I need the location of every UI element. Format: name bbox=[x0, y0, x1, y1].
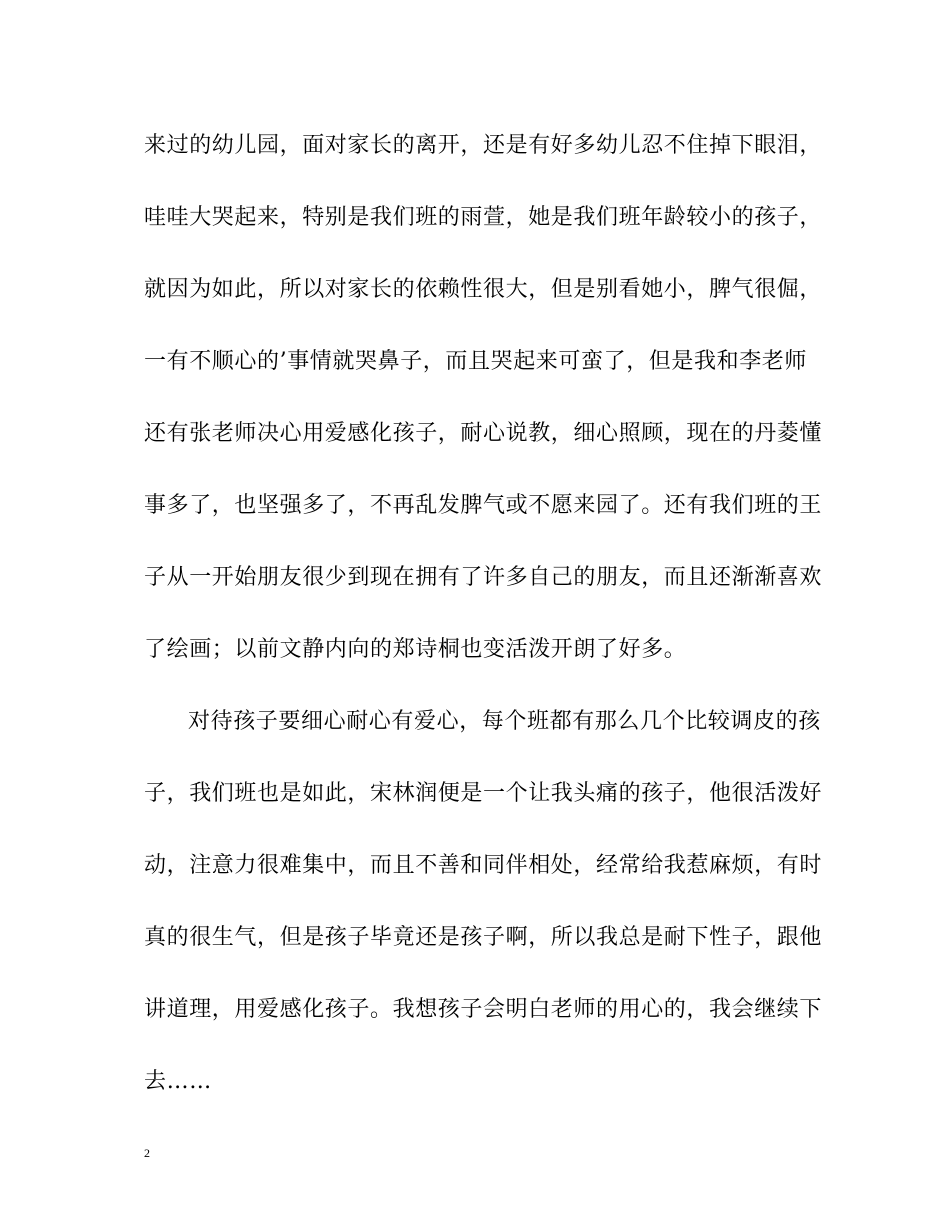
text-line: 真的很生气，但是孩子毕竟还是孩子啊，所以我总是耐下性子，跟他 bbox=[144, 925, 823, 950]
text-line: 子从一开始朋友很少到现在拥有了许多自己的朋友，而且还渐渐喜欢 bbox=[144, 565, 823, 590]
paragraph-start-line: 对待孩子要细心耐心有爱心，每个班都有那么几个比较调皮的孩 bbox=[188, 709, 821, 734]
text-line: 讲道理，用爱感化孩子。我想孩子会明白老师的用心的，我会继续下 bbox=[144, 997, 823, 1022]
text-line: 事多了，也坚强多了，不再乱发脾气或不愿来园了。还有我们班的王 bbox=[144, 493, 823, 518]
text-line: 哇哇大哭起来，特别是我们班的雨萱，她是我们班年龄较小的孩子， bbox=[144, 205, 823, 230]
page-number: 2 bbox=[144, 1146, 150, 1160]
text-line: 子，我们班也是如此，宋林润便是一个让我头痛的孩子，他很活泼好 bbox=[144, 781, 823, 806]
text-line: 来过的幼儿园，面对家长的离开，还是有好多幼儿忍不住掉下眼泪， bbox=[144, 133, 823, 158]
text-line: 还有张老师决心用爱感化孩子，耐心说教，细心照顾，现在的丹菱懂 bbox=[144, 421, 823, 446]
text-line: 一有不顺心的’事情就哭鼻子，而且哭起来可蛮了，但是我和李老师 bbox=[144, 349, 807, 374]
text-line: 去…… bbox=[144, 1069, 212, 1094]
body-text bbox=[144, 122, 823, 1130]
text-line: 了绘画；以前文静内向的郑诗桐也变活泼开朗了好多。 bbox=[144, 637, 687, 662]
text-line: 就因为如此，所以对家长的依赖性很大，但是别看她小，脾气很倔， bbox=[144, 277, 823, 302]
text-line: 动，注意力很难集中，而且不善和同伴相处，经常给我惹麻烦，有时 bbox=[144, 853, 823, 878]
